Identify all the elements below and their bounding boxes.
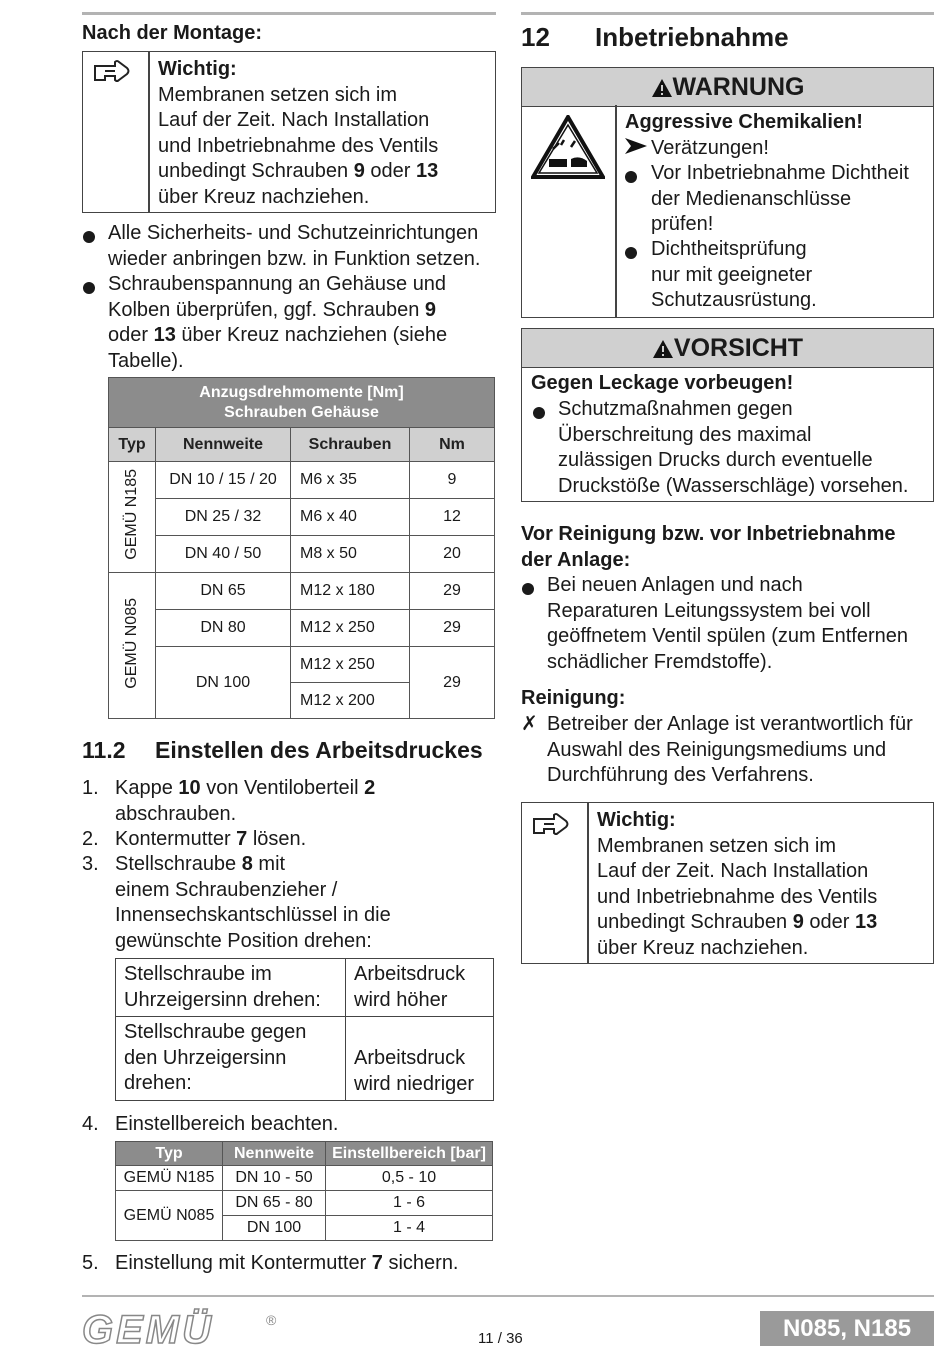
corrosive-hazard-icon — [531, 115, 605, 184]
bullet-item-safety: Alle Sicherheits- und Schutzeinrichtungen wieder anbringen bzw. in Funktion setzen. — [108, 222, 481, 270]
note1-title: Wichtig: — [158, 58, 237, 80]
warning-triangle-icon — [652, 332, 674, 370]
note1-line: und Inbetriebnahme des Ventils — [158, 134, 439, 157]
step-5: Einstellung mit Kontermutter 7 sichern. — [115, 1252, 459, 1274]
step-number: 5. — [82, 1252, 99, 1274]
col-header: Nm — [410, 428, 495, 462]
col-header: Einstellbereich [bar] — [326, 1142, 493, 1166]
col-header: Nennweite — [156, 428, 291, 462]
table-cell: DN 100 — [156, 647, 291, 719]
step-number: 4. — [82, 1113, 99, 1135]
warning-item: Verätzungen! — [651, 136, 769, 159]
col-header: Typ — [109, 428, 156, 462]
note-box-important-2: Wichtig: Membranen setzen sich im Lauf der Zeit. Nach Installation und Inbetriebnahme des Ventils unbedingt Schrauben 9 oder 13 über Kreuz nachziehen. — [521, 802, 934, 964]
reinigung-heading: Reinigung: — [521, 687, 626, 709]
note-box-important: Wichtig: Membranen setzen sich im Lauf der Zeit. Nach Installation und Inbetriebnahme des Ventils unbedingt Schrauben 9 oder 13 über Kreuz nachziehen. — [82, 51, 496, 213]
table-cell: 29 — [410, 647, 495, 719]
table-cell: Arbeitsdruck wird höher — [346, 959, 494, 1017]
warning-body — [521, 105, 934, 318]
table-cell: Arbeitsdruck wird niedriger — [346, 1017, 494, 1101]
table-cell: 29 — [410, 610, 495, 647]
torque-table-subtitle: Schrauben Gehäuse — [224, 403, 379, 421]
table-cell: GEMÜ N185 — [116, 1166, 223, 1191]
table-cell: 1 - 6 — [326, 1191, 493, 1216]
step-number: 1. — [82, 777, 99, 799]
caution-body — [521, 366, 934, 502]
step-2: Kontermutter 7 lösen. — [115, 828, 307, 850]
page-number: 11 / 36 — [478, 1330, 523, 1347]
table-cell: M6 x 35 — [291, 462, 410, 499]
table-cell: Stellschraube gegen den Uhrzeigersinn drehen: — [116, 1017, 346, 1101]
bullet-dot — [83, 231, 95, 243]
top-rule-left — [82, 12, 496, 15]
group-label: GEMÜ N185 — [123, 469, 140, 560]
note1-line: über Kreuz nachziehen. — [158, 185, 370, 208]
pointing-hand-icon — [93, 58, 133, 89]
warning-bullet-2: Dichtheitsprüfung nur mit geeigneter Schutzausrüstung. — [651, 238, 817, 311]
table-cell: M12 x 250 — [291, 610, 410, 647]
note2-line: über Kreuz nachziehen. — [597, 936, 809, 959]
table-cell: DN 40 / 50 — [156, 536, 291, 573]
note2-line: Membranen setzen sich im — [597, 834, 836, 857]
table-cell: 9 — [410, 462, 495, 499]
product-badge: N085, N185 — [760, 1311, 934, 1346]
range-table — [115, 1141, 493, 1241]
table-cell: DN 100 — [223, 1216, 326, 1241]
table-cell: 20 — [410, 536, 495, 573]
table-cell: M12 x 200 — [291, 683, 410, 719]
after-mount-heading: Nach der Montage: — [82, 22, 263, 44]
note2-line: und Inbetriebnahme des Ventils — [597, 885, 878, 908]
registered-mark: ® — [266, 1312, 277, 1328]
step-3: Stellschraube 8 mit einem Schraubenzieher / Innensechskantschlüssel in die gewünschte Position drehen: — [115, 853, 391, 952]
note1-line: Membranen setzen sich im — [158, 83, 397, 106]
chapter-number: 12 — [521, 22, 550, 52]
warning-title: Aggressive Chemikalien! — [625, 111, 863, 133]
table-cell: 12 — [410, 499, 495, 536]
table-cell: M12 x 180 — [291, 573, 410, 610]
note1-line: Lauf der Zeit. Nach Installation — [158, 109, 430, 131]
bullet-dot — [533, 407, 545, 419]
section-title: Einstellen des Arbeitsdruckes — [155, 737, 483, 763]
torque-table-title: Anzugsdrehmomente [Nm] — [199, 383, 404, 401]
top-rule-right — [521, 12, 934, 15]
group-label: GEMÜ N085 — [123, 597, 140, 689]
table-cell: 0,5 - 10 — [326, 1166, 493, 1191]
footer-rule — [82, 1295, 934, 1297]
col-header: Nennweite — [223, 1142, 326, 1166]
table-cell: DN 10 - 50 — [223, 1166, 326, 1191]
step-number: 3. — [82, 853, 99, 875]
chapter-title: Inbetriebnahme — [595, 22, 789, 52]
caution-title: Gegen Leckage vorbeugen! — [531, 372, 794, 394]
table-cell: GEMÜ N085 — [116, 1191, 223, 1241]
bullet-dot — [625, 247, 637, 259]
bullet-dot — [625, 171, 637, 183]
caution-header: VORSICHT — [521, 328, 934, 368]
reinigung-text: Betreiber der Anlage ist verantwortlich für Auswahl des Reinigungsmediums und Durchführung des Verfahrens. — [547, 713, 913, 786]
table-cell: DN 65 — [156, 573, 291, 610]
note2-line: Lauf der Zeit. Nach Installation — [597, 860, 869, 882]
col-header: Typ — [116, 1142, 223, 1166]
bullet-dot — [522, 583, 534, 595]
arrow-right-icon — [625, 136, 651, 162]
table-cell: 29 — [410, 573, 495, 610]
cleaning-bullet: Bei neuen Anlagen und nach Reparaturen Leitungssystem bei voll geöffnetem Ventil spülen (zum Entfernen schädlicher Fremdstoffe). — [547, 574, 908, 673]
gemue-logo: GEMÜ — [82, 1308, 214, 1352]
step-number: 2. — [82, 828, 99, 850]
table-cell: DN 65 - 80 — [223, 1191, 326, 1216]
adjust-table — [115, 958, 494, 1101]
section-number: 11.2 — [82, 737, 126, 763]
warning-bullet-1: Vor Inbetriebnahme Dichtheit der Medienanschlüsse prüfen! — [651, 162, 909, 235]
table-cell: Stellschraube im Uhrzeigersinn drehen: — [116, 959, 346, 1017]
cross-mark-icon: ✗ — [521, 713, 538, 735]
note2-title: Wichtig: — [597, 809, 676, 831]
table-cell: M8 x 50 — [291, 536, 410, 573]
table-cell: M6 x 40 — [291, 499, 410, 536]
table-cell: M12 x 250 — [291, 647, 410, 683]
step-1: Kappe 10 von Ventiloberteil 2 abschrauben. — [115, 777, 376, 825]
table-cell: DN 10 / 15 / 20 — [156, 462, 291, 499]
warning-triangle-icon — [651, 71, 673, 109]
cleaning-heading: Vor Reinigung bzw. vor Inbetriebnahme der Anlage: — [521, 523, 896, 571]
warning-header: WARNUNG — [521, 67, 934, 107]
table-cell: 1 - 4 — [326, 1216, 493, 1241]
table-cell: DN 25 / 32 — [156, 499, 291, 536]
bullet-item-tension: Schraubenspannung an Gehäuse und Kolben überprüfen, ggf. Schrauben 9 oder 13 über Kreuz nachziehen (siehe Tabelle). — [108, 273, 448, 372]
col-header: Schrauben — [291, 428, 410, 462]
bullet-dot — [83, 282, 95, 294]
step-4: Einstellbereich beachten. — [115, 1113, 339, 1135]
table-cell: DN 80 — [156, 610, 291, 647]
caution-bullet-1: Schutzmaßnahmen gegen Überschreitung des maximal zulässigen Drucks durch eventuelle Druckstöße (Wasserschläge) vorsehen. — [558, 398, 909, 497]
torque-table — [108, 377, 495, 719]
pointing-hand-icon — [532, 811, 572, 842]
